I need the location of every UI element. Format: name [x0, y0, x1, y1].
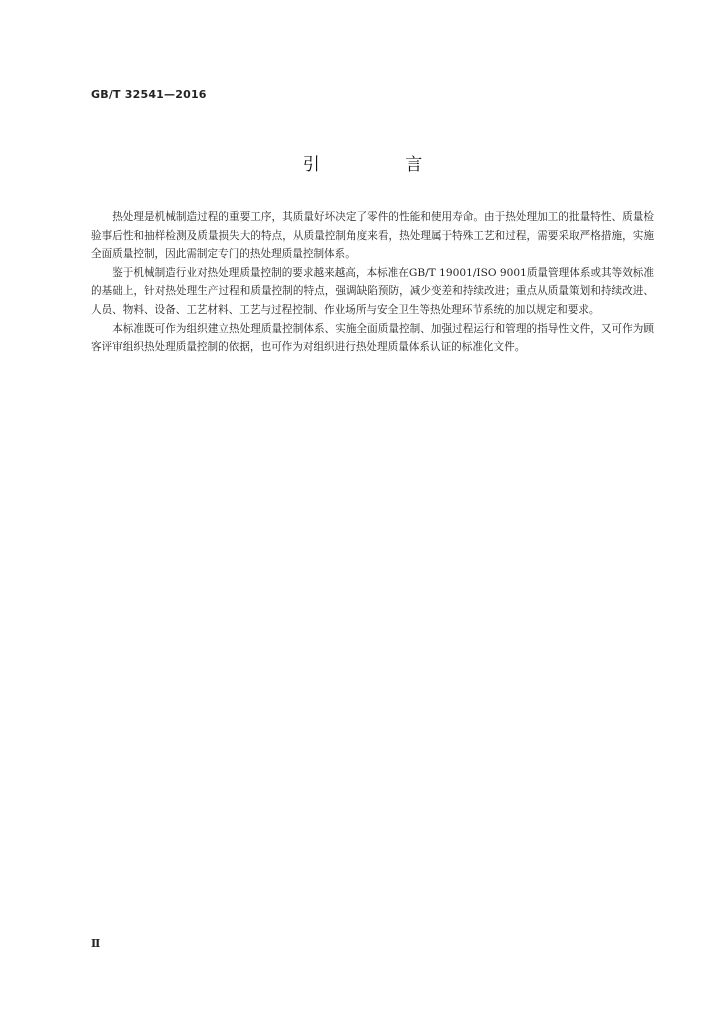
standard-code: GB/T 32541—2016	[91, 88, 207, 101]
page-title: 引 言	[302, 155, 463, 175]
page-number: Ⅱ	[91, 937, 101, 950]
paragraph-3: 本标准既可作为组织建立热处理质量控制体系、实施全面质量控制、加强过程运行和管理的指导性文件，又可作为顾客评审组织热处理质量控制的依据，也可作为对组织进行热处理质量体系认证的标准化文件。	[91, 322, 654, 354]
paragraph-1: 热处理是机械制造过程的重要工序，其质量好坏决定了零件的性能和使用寿命。由于热处理加工的批量特性、质量检验事后性和抽样检测及质量损失大的特点，从质量控制角度来看，热处理属于特殊工艺和过程，需要采取严格措施，实施全面质量控制，因此需制定专门的热处理质量控制体系。	[91, 211, 654, 261]
document-body	[91, 208, 654, 357]
paragraph-2: 鉴于机械制造行业对热处理质量控制的要求越来越高，本标准在GB/T 19001/ISO 9001质量管理体系或其等效标准的基础上，针对热处理生产过程和质量控制的特点，强调缺陷预防，减少变差和持续改进；重点从质量策划和持续改进、人员、物料、设备、工艺材料、工艺与过程控制、作业场所与安全卫生等热处理环节系统的加以规定和要求。	[91, 266, 654, 316]
